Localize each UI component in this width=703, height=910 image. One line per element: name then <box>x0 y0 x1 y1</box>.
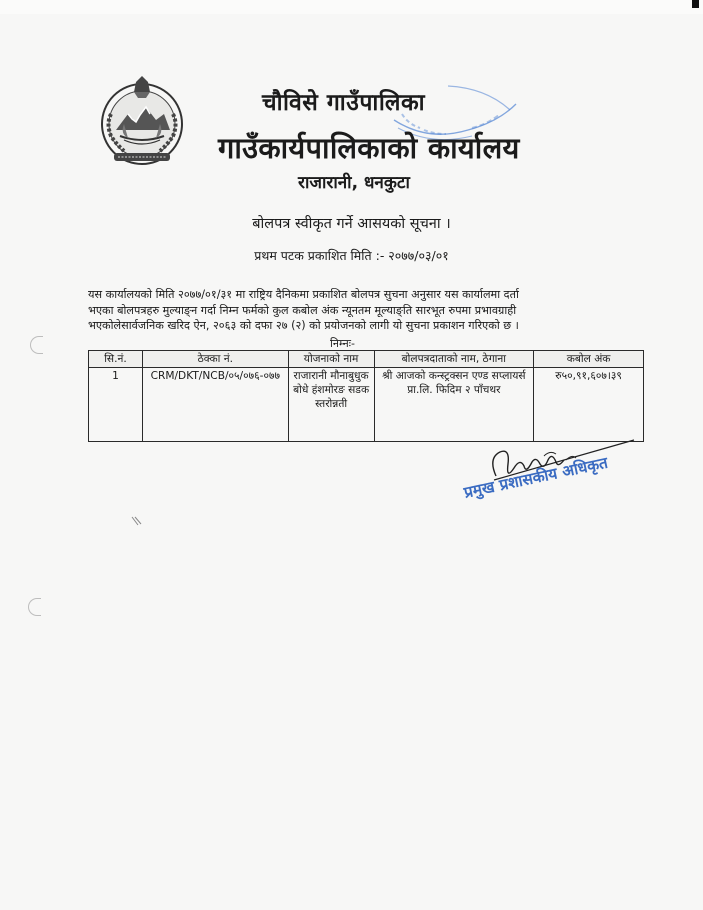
publication-date: प्रथम पटक प्रकाशित मिति :- २०७७/०३/०१ <box>254 248 449 263</box>
col-header-contract-no: ठेक्का नं. <box>142 351 288 368</box>
punch-hole-mark <box>28 598 41 616</box>
cell-bid-amount: रु५०,९१,६०७।३९ <box>534 368 644 442</box>
punch-hole-mark <box>30 336 43 354</box>
table-header-row <box>89 351 644 368</box>
page-top-edge <box>0 0 703 14</box>
cell-bidder: श्री आजको कन्स्ट्रक्सन एण्ड सप्लायर्स प्रा.लि. फिदिम २ पाँचथर <box>374 368 534 442</box>
cell-contract-no: CRM/DKT/NCB/०५/०७६-०७७ <box>142 368 288 442</box>
notice-body-line: यस कार्यालयको मिति २०७७/०१/३१ मा राष्ट्रिय दैनिकमा प्रकाशित बोलपत्र सुचना अनुसार यस कार्यालमा दर्ता <box>88 288 519 301</box>
notice-body-line: भएका बोलपत्रहरु मुल्याङ्न गर्दा निम्न फर्मको कुल कबोल अंक न्यूनतम मूल्याङ्ति सारभूत रुपमा प्रभावग्राही <box>88 303 517 317</box>
col-header-project-name: योजनाको नाम <box>288 351 374 368</box>
col-header-serial: सि.नं. <box>89 351 143 368</box>
notice-title: बोलपत्र स्वीकृत गर्ने आसयको सूचना । <box>252 216 451 232</box>
signatory-title: प्रमुख प्रशासकीय अधिकृत <box>462 453 610 502</box>
col-header-bidder: बोलपत्रदाताको नाम, ठेगाना <box>374 351 534 368</box>
office-name: गाउँकार्यपालिकाको कार्यालय <box>218 131 520 165</box>
contract-table <box>88 350 644 442</box>
office-address: राजारानी, धनकुटा <box>298 173 410 193</box>
notice-body <box>88 287 640 334</box>
col-header-bid-amount: कबोल अंक <box>534 351 644 368</box>
municipality-name: चौविसे गाउँपालिका <box>262 90 426 116</box>
notice-body-line: भएकोलेसार्वजनिक खरिद ऐन, २०६३ को दफा २७ (२) को प्रयोजनको लागी यो सुचना प्रकाशन गरिएको छ । <box>88 319 519 332</box>
scan-corner-mark <box>692 0 699 8</box>
nepal-emblem-icon <box>94 74 190 170</box>
cell-serial: 1 <box>89 368 143 442</box>
stray-mark <box>130 515 144 527</box>
table-caption: निम्नः- <box>330 337 355 350</box>
cell-project-name: राजारानी मौनाबुधुक बोधे हंशमोरङ सडक स्तरोन्नती <box>288 368 374 442</box>
table-row <box>89 368 644 442</box>
